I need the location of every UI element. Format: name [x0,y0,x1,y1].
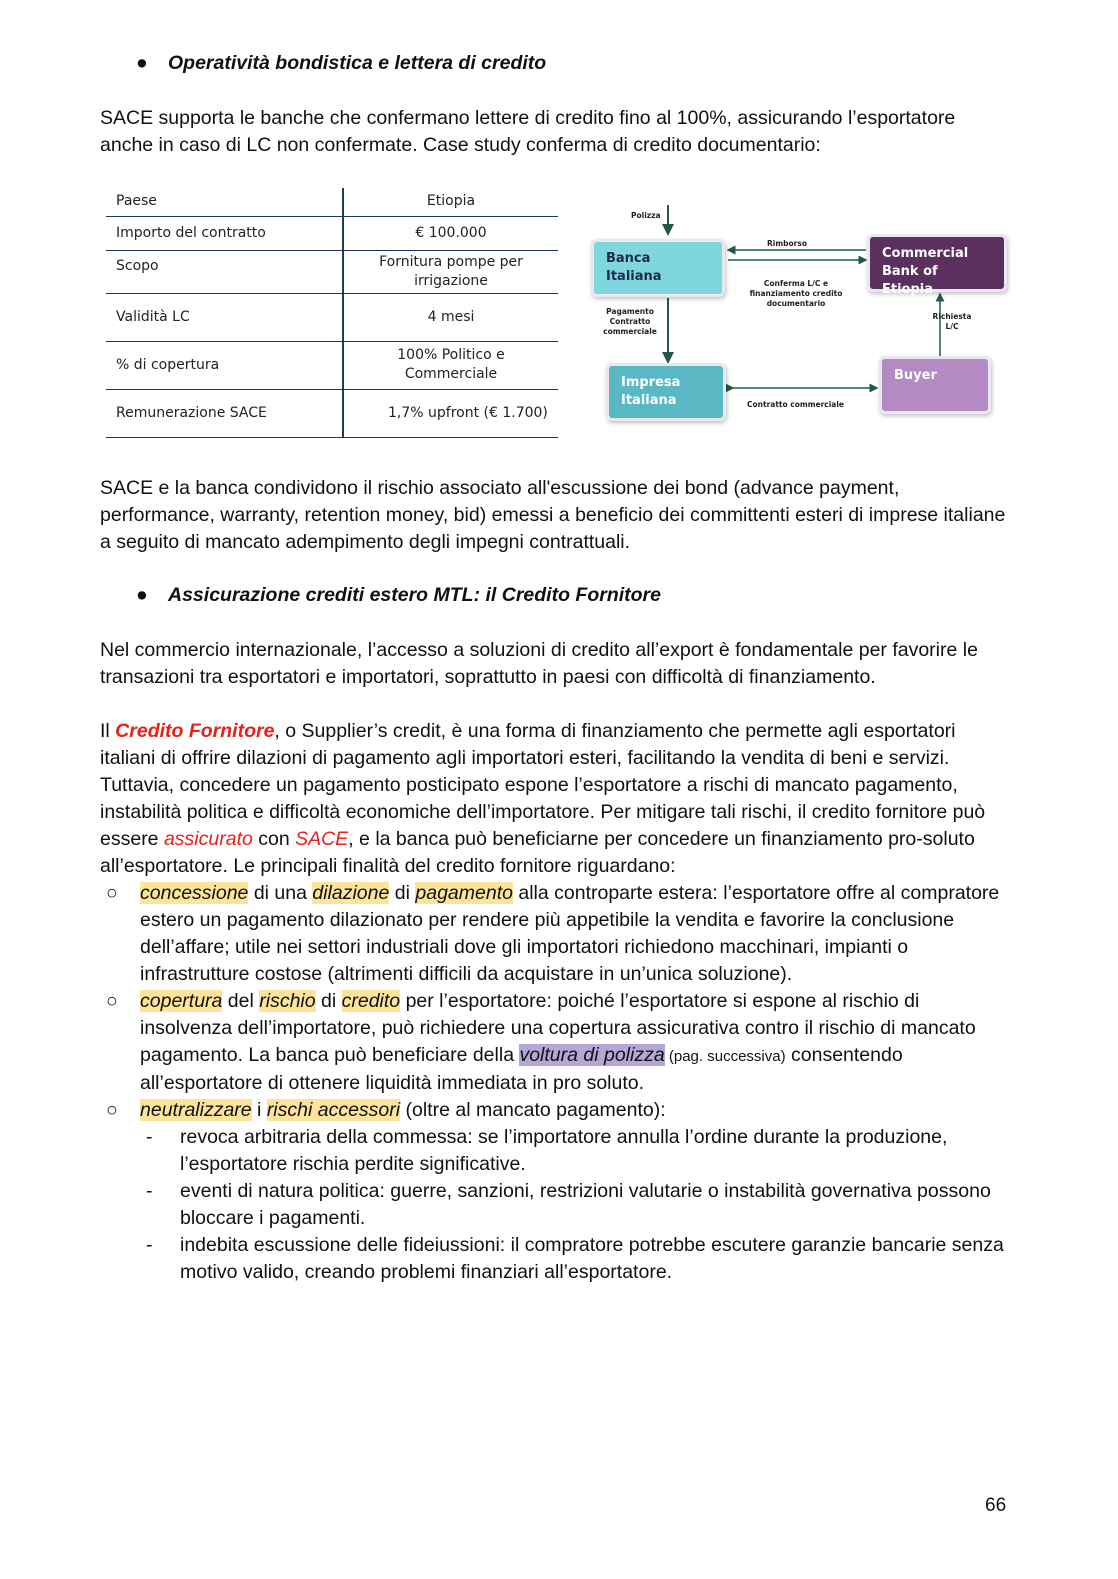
paragraph-credito-fornitore: Il Credito Fornitore, o Supplier’s credit, è una forma di finanziamento che permette agli esportatori italiani di offrire dilazioni di pagamento agli importatori esteri, facilitando la vendita di beni e servizi. Tuttavia, concedere un pagamento posticipato espone l’esportatore a rischi di mancato pagamento, instabilità politica e difficoltà economiche dell’importatore. Per mitigare tali rischi, il credito fornitore può essere assicurato con SACE, e la banca può beneficiarne per concedere un finanziamento pro-soluto all’esportatore. Le principali finalità del credito fornitore riguardano: ○ concessione di una dilazione di pagamento alla controparte estera: l’esportatore offre al compratore estero un pagamento dilazionato per rendere più appetibile la vendita e favorire la conclusione dell’affare; utile nei settori industriali dove gli importatori richiedono macchinari, impianti o infrastrutture costose (altrimenti difficili da acquistare in un’unica soluzione). ○ copertura del rischio di credito per l’esportatore: poiché l’esportatore si espone al rischio di insolvenza dell’importatore, può richiedere una copertura assicurativa contro il rischio di mancato pagamento. La banca può beneficiare della voltura di polizza (pag. successiva) consentendo all’esportatore di ottenere liquidità immediata in pro soluto. ○ neutralizzare i rischi accessori (oltre al mancato pagamento): - revoca arbitraria della commessa: se l’importatore annulla l’ordine durante la produzione, l’esportatore rischia perdite significative. - eventi di natura politica: guerre, sanzioni, restrizioni valutarie o instabilità governativa possono bloccare i pagamenti. - indebita escussione delle fideiussioni: il compratore potrebbe escutere garanzie bancarie senza motivo valido, creando problemi finanziari all’esportatore. [100,718,1010,1286]
sub-list-item: - indebita escussione delle fideiussioni: il compratore potrebbe escutere garanzie bancarie senza motivo valido, creando problemi finanziari all’esportatore. [146,1234,1004,1283]
label-contratto: Contratto commerciale [747,400,845,409]
node-buyer: Buyer [879,356,991,414]
label-pagamento: Pagamento Contratto commerciale [603,307,657,336]
section-heading-credito-fornitore: ● Assicurazione crediti estero MTL: il Credito Fornitore [136,584,661,606]
node-impresa-italiana: Impresa Italiana [606,363,726,421]
lc-flow-diagram [585,190,1010,425]
table-row: Paese Etiopia [106,188,558,216]
sub-list-item: - eventi di natura politica: guerre, sanzioni, restrizioni valutarie o instabilità governativa possono bloccare i pagamenti. [146,1180,991,1229]
table-row: Remunerazione SACE 1,7% upfront (€ 1.700) [106,389,558,437]
paragraph-commercio: Nel commercio internazionale, l’accesso a soluzioni di credito all’export è fondamentale per favorire le transazioni tra esportatori e importatori, soprattutto in paesi con difficoltà di finanziamento. [100,639,978,688]
table-row: % di copertura 100% Politico e Commerciale [106,341,558,389]
label-richiesta: Richiesta L/C [932,312,972,331]
label-polizza: Polizza [631,211,661,220]
bullet-icon: ● [136,52,148,74]
list-item: ○ concessione di una dilazione di pagamento alla controparte estera: l’esportatore offre al compratore estero un pagamento dilazionato per rendere più appetibile la vendita e favorire la conclusione dell’affare; utile nei settori industriali dove gli importatori richiedono macchinari, impianti o infrastrutture costose (altrimenti difficili da acquistare in un’unica soluzione). [106,882,1000,985]
label-conferma: Conferma L/C e finanziamento credito documentario [749,279,843,308]
list-item: ○ neutralizzare i rischi accessori (oltre al mancato pagamento): [106,1099,666,1121]
node-banca-italiana: Banca Italiana [591,239,725,297]
table-row: Scopo Fornitura pompe per irrigazione [106,250,558,293]
label-rimborso: Rimborso [767,239,807,248]
table-row: Validità LC 4 mesi [106,293,558,341]
paragraph-intro: SACE supporta le banche che confermano lettere di credito fino al 100%, assicurando l’esportatore anche in caso di LC non confermate. Case study conferma di credito documentario: [100,107,956,156]
page-number: 66 [985,1495,1007,1516]
table-row: Importo del contratto € 100.000 [106,216,558,250]
case-study-table [106,188,558,438]
paragraph-bond-risk: SACE e la banca condividono il rischio associato all'escussione dei bond (advance payment, performance, warranty, retention money, bid) emessi a beneficio dei committenti esteri di imprese italiane a seguito di mancato adempimento degli impegni contrattuali. [100,477,1006,553]
node-commercial-bank: Commercial Bank of Etiopia [867,234,1007,292]
bullet-icon: ● [136,584,148,606]
section-heading-bond: ● Operatività bondistica e lettera di credito [136,52,547,74]
list-item: ○ copertura del rischio di credito per l’esportatore: poiché l’esportatore si espone al rischio di insolvenza dell’importatore, può richiedere una copertura assicurativa contro il rischio di mancato pagamento. La banca può beneficiare della voltura di polizza (pag. successiva) consentendo all’esportatore di ottenere liquidità immediata in pro soluto. [106,990,976,1094]
sub-list-item: - revoca arbitraria della commessa: se l’importatore annulla l’ordine durante la produzione, l’esportatore rischia perdite significative. [146,1126,948,1175]
